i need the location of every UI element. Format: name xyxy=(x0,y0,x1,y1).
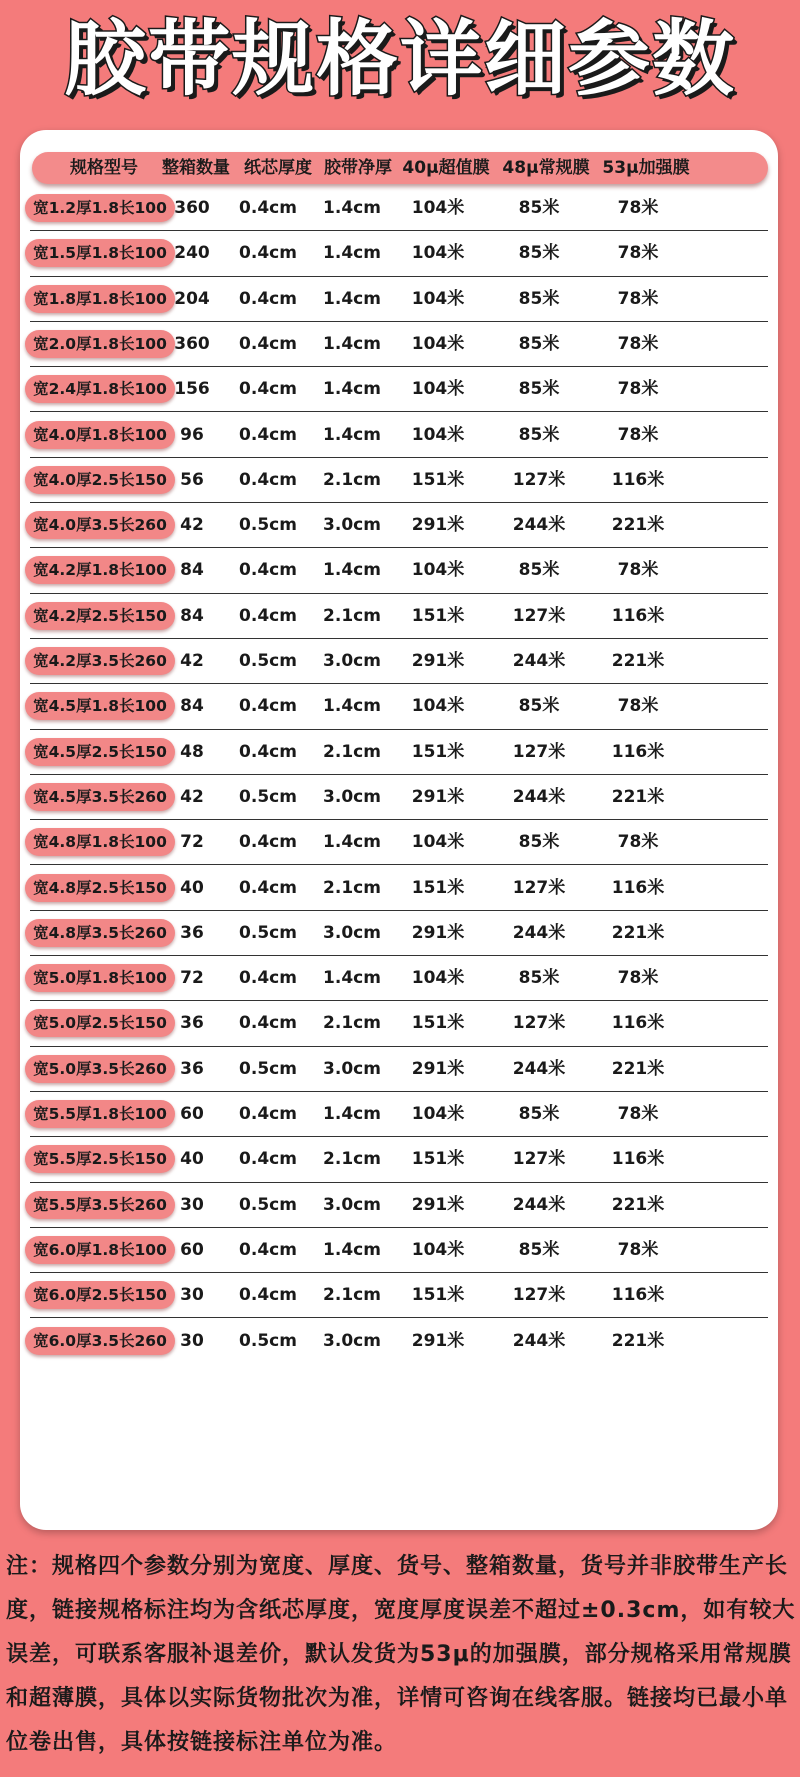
spec-model-label: 宽4.8厚2.5长150 xyxy=(25,874,175,902)
table-cell: 3.0cm xyxy=(323,1058,381,1079)
table-cell: 104米 xyxy=(411,243,465,264)
table-cell: 0.4cm xyxy=(239,1013,297,1034)
table-cell: 0.4cm xyxy=(239,1104,297,1124)
table-cell: 0.5cm xyxy=(239,651,297,671)
table-cell: 151米 xyxy=(411,741,465,762)
table-cell: 60 xyxy=(180,1239,204,1260)
table-cell: 291米 xyxy=(411,515,465,536)
table-cell: 104米 xyxy=(411,968,465,989)
spec-model-label: 宽6.0厚3.5长260 xyxy=(25,1327,175,1355)
table-cell: 78米 xyxy=(617,560,659,581)
table-cell: 42 xyxy=(180,515,204,536)
table-cell: 104米 xyxy=(411,198,465,218)
table-row xyxy=(20,956,778,1001)
table-cell: 78米 xyxy=(617,1239,659,1260)
table-cell: 42 xyxy=(180,786,204,807)
table-cell: 127米 xyxy=(512,1285,566,1306)
table-cell: 1.4cm xyxy=(323,1104,381,1124)
table-cell: 0.4cm xyxy=(239,1239,297,1260)
table-cell: 104米 xyxy=(411,333,465,354)
table-row xyxy=(20,322,778,367)
table-row xyxy=(20,1273,778,1318)
table-row xyxy=(20,775,778,820)
table-cell: 221米 xyxy=(611,786,665,807)
table-cell: 3.0cm xyxy=(323,515,381,536)
table-row xyxy=(20,866,778,911)
table-cell: 156 xyxy=(174,379,210,400)
table-cell: 151米 xyxy=(411,877,465,898)
table-cell: 0.4cm xyxy=(239,379,297,400)
table-cell: 84 xyxy=(180,696,204,717)
table-cell: 78米 xyxy=(617,832,659,853)
table-cell: 2.1cm xyxy=(323,1013,381,1034)
table-cell: 104米 xyxy=(411,1104,465,1124)
table-row xyxy=(20,1319,778,1364)
table-cell: 116米 xyxy=(611,1013,665,1034)
table-cell: 244米 xyxy=(512,515,566,536)
table-cell: 30 xyxy=(180,1330,204,1351)
table-cell: 0.4cm xyxy=(239,741,297,762)
table-cell: 0.5cm xyxy=(239,515,297,536)
table-cell: 78米 xyxy=(617,333,659,354)
table-cell: 221米 xyxy=(611,651,665,671)
table-cell: 127米 xyxy=(512,1013,566,1034)
table-cell: 104米 xyxy=(411,832,465,853)
table-cell: 48 xyxy=(180,741,204,762)
spec-model-label: 宽2.0厚1.8长100 xyxy=(25,330,175,358)
table-cell: 1.4cm xyxy=(323,832,381,853)
table-cell: 0.4cm xyxy=(239,243,297,264)
table-cell: 291米 xyxy=(411,1194,465,1215)
table-row xyxy=(20,684,778,729)
footnote: 注：规格四个参数分别为宽度、厚度、货号、整箱数量，货号并非胶带生产长度，链接规格标注均为含纸芯厚度，宽度厚度误差不超过±0.3cm，如有较大误差，可联系客服补退差价，默认发货为53μ的加强膜，部分规格采用常规膜和超薄膜，具体以实际货物批次为准，详情可咨询在线客服。链接均已最小单位卷出售，具体按链接标注单位为准。 xyxy=(6,1554,796,1755)
spec-model-label: 宽4.5厚3.5长260 xyxy=(25,783,175,811)
table-cell: 85米 xyxy=(518,832,560,853)
spec-model-label: 宽2.4厚1.8长100 xyxy=(25,375,175,403)
table-cell: 3.0cm xyxy=(323,786,381,807)
table-cell: 291米 xyxy=(411,786,465,807)
table-cell: 78米 xyxy=(617,198,659,218)
table-cell: 291米 xyxy=(411,1058,465,1079)
table-cell: 78米 xyxy=(617,1104,659,1124)
table-cell: 0.4cm xyxy=(239,877,297,898)
table-cell: 151米 xyxy=(411,469,465,490)
table-cell: 0.4cm xyxy=(239,832,297,853)
table-cell: 2.1cm xyxy=(323,469,381,490)
table-cell: 0.5cm xyxy=(239,1058,297,1079)
table-cell: 0.4cm xyxy=(239,469,297,490)
table-cell: 2.1cm xyxy=(323,1149,381,1170)
spec-model-label: 宽1.5厚1.8长100 xyxy=(25,239,175,267)
table-row xyxy=(20,911,778,956)
table-row xyxy=(20,231,778,276)
table-cell: 127米 xyxy=(512,605,566,626)
table-cell: 85米 xyxy=(518,424,560,445)
table-cell: 85米 xyxy=(518,968,560,989)
table-row xyxy=(20,1001,778,1046)
table-cell: 36 xyxy=(180,922,204,943)
table-cell: 36 xyxy=(180,1058,204,1079)
table-cell: 104米 xyxy=(411,1239,465,1260)
table-row xyxy=(20,730,778,775)
table-cell: 85米 xyxy=(518,696,560,717)
table-cell: 360 xyxy=(174,198,210,218)
spec-model-label: 宽4.5厚2.5长150 xyxy=(25,738,175,766)
spec-model-label: 宽1.8厚1.8长100 xyxy=(25,285,175,313)
table-cell: 116米 xyxy=(611,1149,665,1170)
header-film-53: 53μ加强膜 xyxy=(602,158,690,178)
table-cell: 85米 xyxy=(518,560,560,581)
spec-model-label: 宽5.0厚3.5长260 xyxy=(25,1055,175,1083)
table-cell: 40 xyxy=(180,877,204,898)
table-cell: 0.5cm xyxy=(239,1330,297,1351)
spec-model-label: 宽4.8厚1.8长100 xyxy=(25,828,175,856)
table-cell: 78米 xyxy=(617,696,659,717)
header-core-thickness: 纸芯厚度 xyxy=(244,158,312,178)
table-row xyxy=(20,186,778,231)
table-cell: 30 xyxy=(180,1194,204,1215)
table-cell: 1.4cm xyxy=(323,968,381,989)
table-cell: 78米 xyxy=(617,424,659,445)
table-cell: 0.4cm xyxy=(239,605,297,626)
page-title: 胶带规格详细参数 xyxy=(63,12,736,107)
table-cell: 127米 xyxy=(512,1149,566,1170)
table-cell: 72 xyxy=(180,832,204,853)
table-row xyxy=(20,1228,778,1273)
table-header xyxy=(32,152,768,184)
table-cell: 85米 xyxy=(518,243,560,264)
table-cell: 104米 xyxy=(411,560,465,581)
table-cell: 78米 xyxy=(617,288,659,309)
table-cell: 1.4cm xyxy=(323,243,381,264)
table-cell: 85米 xyxy=(518,333,560,354)
header-film-40: 40μ超值膜 xyxy=(402,158,490,178)
table-cell: 60 xyxy=(180,1104,204,1124)
table-cell: 221米 xyxy=(611,1194,665,1215)
table-cell: 3.0cm xyxy=(323,922,381,943)
table-row xyxy=(20,367,778,412)
table-cell: 360 xyxy=(174,333,210,354)
table-cell: 151米 xyxy=(411,605,465,626)
table-cell: 1.4cm xyxy=(323,198,381,218)
table-cell: 1.4cm xyxy=(323,1239,381,1260)
header-film-48: 48μ常规膜 xyxy=(502,158,590,178)
spec-model-label: 宽4.0厚1.8长100 xyxy=(25,421,175,449)
table-cell: 291米 xyxy=(411,922,465,943)
table-cell: 104米 xyxy=(411,424,465,445)
table-cell: 221米 xyxy=(611,1058,665,1079)
table-row xyxy=(20,1183,778,1228)
table-cell: 221米 xyxy=(611,1330,665,1351)
table-cell: 104米 xyxy=(411,288,465,309)
table-row xyxy=(20,639,778,684)
table-cell: 0.4cm xyxy=(239,696,297,717)
table-cell: 78米 xyxy=(617,379,659,400)
table-cell: 116米 xyxy=(611,605,665,626)
table-cell: 0.4cm xyxy=(239,1149,297,1170)
table-row xyxy=(20,820,778,865)
table-cell: 2.1cm xyxy=(323,741,381,762)
table-cell: 2.1cm xyxy=(323,877,381,898)
table-cell: 204 xyxy=(174,288,210,309)
table-cell: 85米 xyxy=(518,288,560,309)
spec-model-label: 宽5.5厚3.5长260 xyxy=(25,1191,175,1219)
table-cell: 291米 xyxy=(411,651,465,671)
table-cell: 127米 xyxy=(512,877,566,898)
table-cell: 244米 xyxy=(512,1194,566,1215)
table-cell: 0.4cm xyxy=(239,1285,297,1306)
table-row xyxy=(20,277,778,322)
table-cell: 244米 xyxy=(512,922,566,943)
table-cell: 116米 xyxy=(611,1285,665,1306)
table-cell: 42 xyxy=(180,651,204,671)
table-cell: 116米 xyxy=(611,469,665,490)
table-cell: 127米 xyxy=(512,741,566,762)
table-cell: 56 xyxy=(180,469,204,490)
table-cell: 0.4cm xyxy=(239,198,297,218)
header-case-qty: 整箱数量 xyxy=(162,158,230,178)
table-cell: 151米 xyxy=(411,1285,465,1306)
table-cell: 2.1cm xyxy=(323,605,381,626)
table-cell: 151米 xyxy=(411,1149,465,1170)
table-row xyxy=(20,594,778,639)
header-spec-model: 规格型号 xyxy=(70,158,138,178)
table-cell: 116米 xyxy=(611,877,665,898)
table-cell: 151米 xyxy=(411,1013,465,1034)
table-cell: 0.4cm xyxy=(239,968,297,989)
table-row xyxy=(20,413,778,458)
table-cell: 85米 xyxy=(518,1104,560,1124)
table-cell: 40 xyxy=(180,1149,204,1170)
table-cell: 0.5cm xyxy=(239,922,297,943)
table-cell: 85米 xyxy=(518,379,560,400)
table-row xyxy=(20,548,778,593)
table-cell: 240 xyxy=(174,243,210,264)
table-cell: 85米 xyxy=(518,198,560,218)
spec-model-label: 宽4.8厚3.5长260 xyxy=(25,919,175,947)
table-cell: 85米 xyxy=(518,1239,560,1260)
table-cell: 36 xyxy=(180,1013,204,1034)
table-cell: 104米 xyxy=(411,379,465,400)
table-cell: 3.0cm xyxy=(323,1194,381,1215)
table-cell: 0.4cm xyxy=(239,288,297,309)
spec-model-label: 宽4.2厚3.5长260 xyxy=(25,647,175,675)
spec-model-label: 宽4.5厚1.8长100 xyxy=(25,692,175,720)
table-cell: 127米 xyxy=(512,469,566,490)
header-tape-thickness: 胶带净厚 xyxy=(324,158,392,178)
table-cell: 0.4cm xyxy=(239,333,297,354)
table-row xyxy=(20,1092,778,1137)
table-cell: 0.4cm xyxy=(239,424,297,445)
table-cell: 1.4cm xyxy=(323,696,381,717)
table-cell: 3.0cm xyxy=(323,651,381,671)
table-cell: 0.4cm xyxy=(239,560,297,581)
table-cell: 116米 xyxy=(611,741,665,762)
spec-model-label: 宽6.0厚2.5长150 xyxy=(25,1281,175,1309)
spec-model-label: 宽5.5厚1.8长100 xyxy=(25,1100,175,1128)
table-cell: 104米 xyxy=(411,696,465,717)
table-cell: 221米 xyxy=(611,922,665,943)
table-row xyxy=(20,458,778,503)
table-cell: 244米 xyxy=(512,651,566,671)
spec-model-label: 宽5.5厚2.5长150 xyxy=(25,1145,175,1173)
spec-model-label: 宽4.2厚1.8长100 xyxy=(25,556,175,584)
table-cell: 221米 xyxy=(611,515,665,536)
spec-model-label: 宽5.0厚1.8长100 xyxy=(25,964,175,992)
table-cell: 84 xyxy=(180,605,204,626)
table-cell: 244米 xyxy=(512,786,566,807)
table-row xyxy=(20,1137,778,1182)
table-cell: 1.4cm xyxy=(323,560,381,581)
table-cell: 244米 xyxy=(512,1330,566,1351)
table-cell: 0.5cm xyxy=(239,1194,297,1215)
spec-model-label: 宽1.2厚1.8长100 xyxy=(25,194,175,222)
table-cell: 30 xyxy=(180,1285,204,1306)
table-cell: 291米 xyxy=(411,1330,465,1351)
table-cell: 1.4cm xyxy=(323,379,381,400)
spec-table-card xyxy=(20,130,778,1530)
spec-model-label: 宽4.0厚2.5长150 xyxy=(25,466,175,494)
table-cell: 0.5cm xyxy=(239,786,297,807)
table-cell: 2.1cm xyxy=(323,1285,381,1306)
table-cell: 78米 xyxy=(617,968,659,989)
table-cell: 96 xyxy=(180,424,204,445)
table-row xyxy=(20,1047,778,1092)
spec-model-label: 宽6.0厚1.8长100 xyxy=(25,1236,175,1264)
spec-model-label: 宽5.0厚2.5长150 xyxy=(25,1009,175,1037)
table-cell: 1.4cm xyxy=(323,333,381,354)
spec-model-label: 宽4.2厚2.5长150 xyxy=(25,602,175,630)
table-cell: 78米 xyxy=(617,243,659,264)
table-cell: 1.4cm xyxy=(323,424,381,445)
table-cell: 3.0cm xyxy=(323,1330,381,1351)
table-row xyxy=(20,503,778,548)
table-cell: 72 xyxy=(180,968,204,989)
table-cell: 84 xyxy=(180,560,204,581)
table-cell: 244米 xyxy=(512,1058,566,1079)
table-cell: 1.4cm xyxy=(323,288,381,309)
spec-model-label: 宽4.0厚3.5长260 xyxy=(25,511,175,539)
